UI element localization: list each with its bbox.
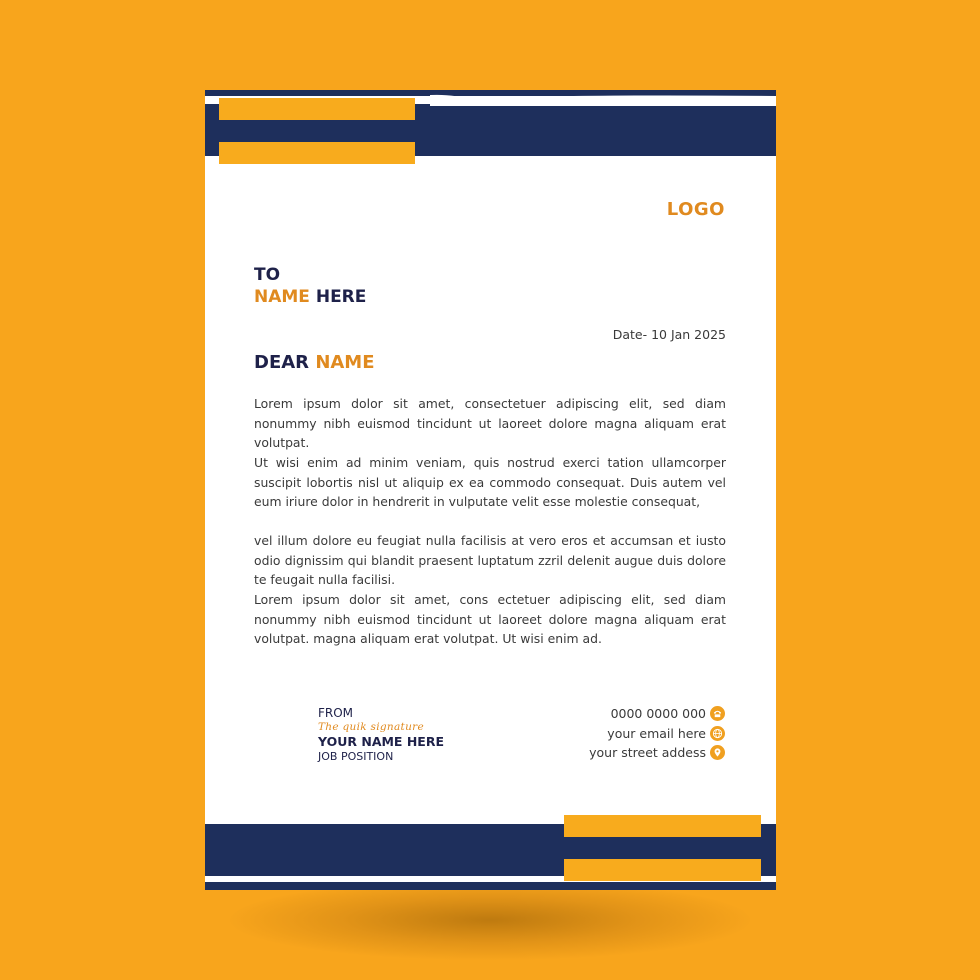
recipient-name: NAME HERE bbox=[254, 287, 367, 307]
footer-gold-bar-bottom bbox=[564, 859, 761, 881]
header-gold-bar-top bbox=[219, 98, 415, 120]
globe-icon bbox=[710, 726, 725, 741]
from-label: FROM bbox=[318, 706, 354, 720]
letter-date: Date- 10 Jan 2025 bbox=[612, 327, 726, 342]
footer-gold-bar-top bbox=[564, 815, 761, 837]
contact-email: your email here bbox=[607, 726, 725, 741]
contact-address: your street addess bbox=[589, 745, 725, 760]
page-shadow bbox=[230, 880, 750, 960]
header-gold-bar-bottom bbox=[219, 142, 415, 164]
location-pin-icon bbox=[710, 745, 725, 760]
sender-name: YOUR NAME HERE bbox=[318, 734, 444, 749]
contact-phone: 0000 0000 000 bbox=[611, 706, 725, 721]
body-paragraph-4: Lorem ipsum dolor sit amet, cons ectetuer adipiscing elit, sed diam nonummy nibh euismod tincidunt ut laoreet dolore magna aliquam erat volutpat. magna aliquam erat volutpat. Ut wisi enim ad. bbox=[254, 592, 726, 646]
sender-block bbox=[318, 706, 444, 764]
salutation: DEAR NAME bbox=[254, 352, 375, 373]
signature: The quik signature bbox=[318, 721, 424, 733]
body-paragraph-1: Lorem ipsum dolor sit amet, consectetuer adipiscing elit, sed diam nonummy nibh euismod tincidunt ut laoreet dolore magna aliquam erat volutpat. bbox=[254, 396, 726, 450]
letterhead-page bbox=[205, 90, 776, 890]
body-paragraph-2: Ut wisi enim ad minim veniam, quis nostrud exerci tation ullamcorper suscipit lobortis nisl ut aliquip ex ea commodo consequat. Duis autem vel eum iriure dolor in hendrerit in vulputate velit esse molestie consequat, bbox=[254, 455, 726, 509]
recipient-to-label: TO bbox=[254, 265, 281, 285]
phone-icon bbox=[710, 706, 725, 721]
body-paragraph-3: vel illum dolore eu feugiat nulla facilisis at vero eros et accumsan et iusto odio dignissim qui blandit praesent luptatum zzril delenit augue duis dolore te feugait nulla facilisi. bbox=[254, 533, 726, 587]
logo: LOGO bbox=[666, 199, 725, 220]
job-position: JOB POSITION bbox=[318, 750, 394, 763]
